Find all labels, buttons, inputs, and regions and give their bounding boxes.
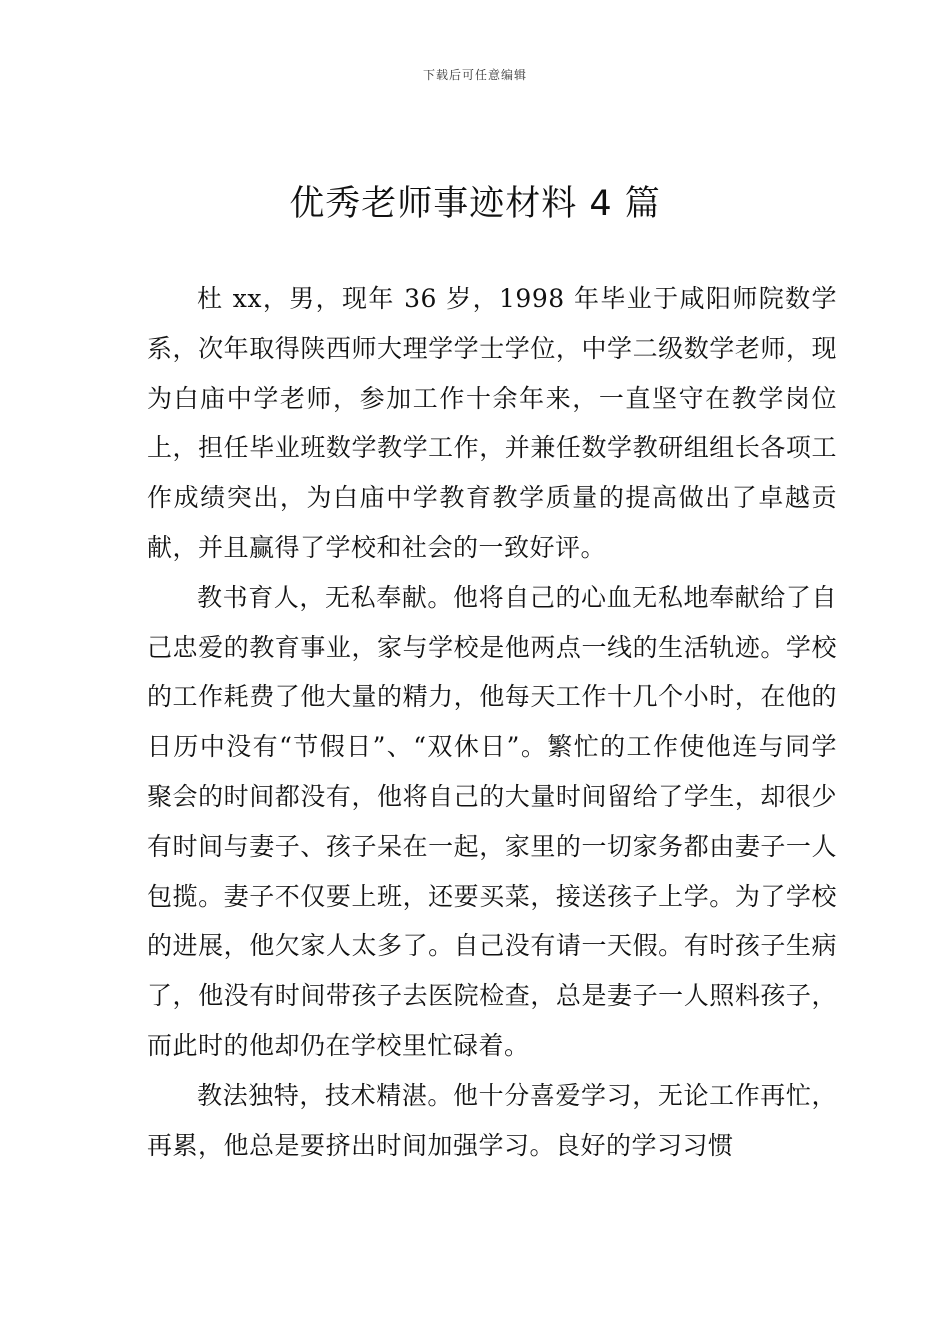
document-title: 优秀老师事迹材料 4 篇 [289, 184, 661, 224]
paragraph-1: 杜 xx，男，现年 36 岁，1998 年毕业于咸阳师院数学系，次年取得陕西师大理学学士学位，中学二级数学老师，现为白庙中学老师，参加工作十余年来，一直坚守在教学岗位上，担任毕业班数学教学工作，并兼任数学教研组组长各项工作成绩突出，为白庙中学教育教学质量的提高做出了卓越贡献，并且赢得了学校和社会的一致好评。 [147, 284, 837, 562]
header-note: 下载后可任意编辑 [422, 68, 527, 82]
paragraph-3: 教法独特，技术精湛。他十分喜爱学习，无论工作再忙，再累，他总是要挤出时间加强学习。良好的学习习惯 [147, 1080, 837, 1160]
document-body [147, 274, 837, 1170]
paragraph-2: 教书育人，无私奉献。他将自己的心血无私地奉献给了自己忠爱的教育事业，家与学校是他两点一线的生活轨迹。学校的工作耗费了他大量的精力，他每天工作十几个小时，在他的日历中没有“节假日”、“双休日”。繁忙的工作使他连与同学聚会的时间都没有，他将自己的大量时间留给了学生，却很少有时间与妻子、孩子呆在一起，家里的一切家务都由妻子一人包揽。妻子不仅要上班，还要买菜，接送孩子上学。为了学校的进展，他欠家人太多了。自己没有请一天假。有时孩子生病了，他没有时间带孩子去医院检查，总是妻子一人照料孩子，而此时的他却仍在学校里忙碌着。 [147, 582, 837, 1060]
